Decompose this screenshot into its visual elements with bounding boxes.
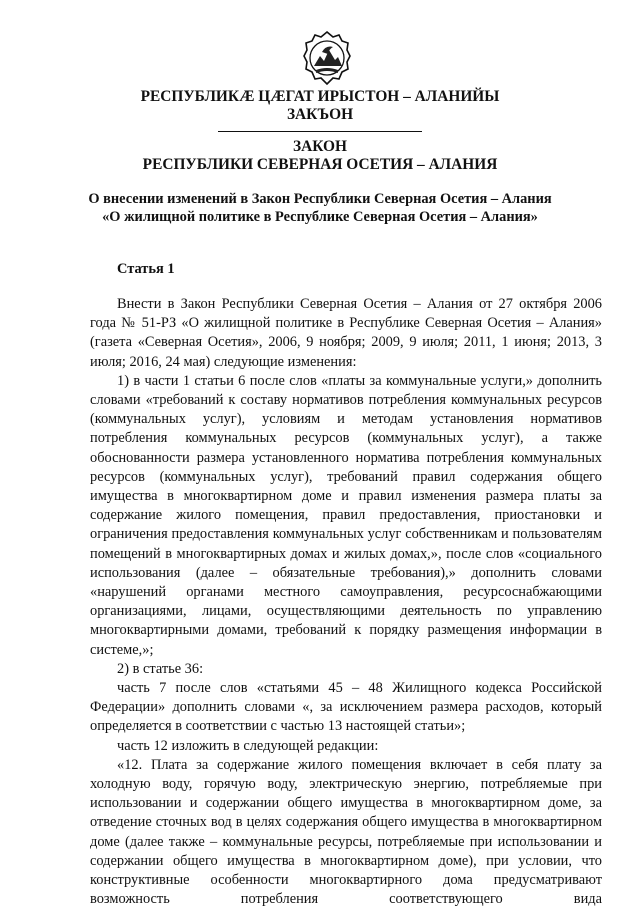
article-body xyxy=(90,295,602,910)
article-part-12: «12. Плата за содержание жилого помещения включает в себя плату за холодную воду, горячую воду, электрическую энергию, потребляемые при использовании и содержании общего имущества в многоквартирном доме, за отведение сточных вод в целях содержания общего имущества в многоквартирном доме (далее также – коммунальные ресурсы, потребляемые при использовании и содержании общего имущества в многоквартирном доме), при условии, что конструктивные особенности многоквартирного дома предусматривают возможность потребления соответствующего вида xyxy=(90,756,602,908)
article-part-12-lead: часть 12 изложить в следующей редакции: xyxy=(117,737,379,754)
article-item-1: 1) в части 1 статьи 6 после слов «платы за коммунальные услуги,» дополнить словами «требований к составу нормативов потребления коммунальных ресурсов (коммунальных услуг), условиям и методам установления нормативов потребления коммунальных ресурсов (коммунальных услуг), а также обоснованности размера установленного норматива потребления коммунальных ресурсов (коммунальных услуг), требований правил содержания общего имущества в многоквартирном доме и правил изменения размера платы за содержание жилого помещения, правил предоставления, приостановки и ограничения предоставления коммунальных услуг собственникам и пользователям помещений в многоквартирных домах и жилых домах,», после слов «социального использования (далее – обязательные требования),» дополнить словами «нарушений органами местного самоуправления, ресурсоснабжающими организациями, лицами, осуществляющими деятельность по управлению многоквартирными домами, требований к порядку размещения информации в системе,»; xyxy=(90,372,602,658)
law-title-line-2: «О жилищной политике в Республике Северная Осетия – Алания» xyxy=(102,209,538,225)
header-law: ЗАКОН xyxy=(293,138,347,155)
header-ossetian-republic: РЕСПУБЛИКӔ ЦӔГАТ ИРЫСТОН – АЛАНИЙЫ xyxy=(140,88,500,105)
article-intro: Внести в Закон Республики Северная Осетия – Алания от 27 октября 2006 года № 51-РЗ «О жилищной политике в Республике Северная Осетия – Алания» (газета «Северная Осетия», 2006, 9 ноября; 2009, 9 июля; 2011, 1 июня; 2013, 3 июля; 2016, 24 мая) следующие изменения: xyxy=(90,296,602,370)
header-russian-republic: РЕСПУБЛИКИ СЕВЕРНАЯ ОСЕТИЯ – АЛАНИЯ xyxy=(142,156,498,173)
header-divider xyxy=(218,131,422,132)
article-heading: Статья 1 xyxy=(117,261,175,277)
header-ossetian-law: ЗАКЪОН xyxy=(286,106,354,123)
coat-of-arms-icon xyxy=(302,30,352,86)
article-item-2: 2) в статье 36: xyxy=(117,660,204,677)
law-title-line-1: О внесении изменений в Закон Республики Северная Осетия – Алания xyxy=(88,191,552,207)
article-part-7: часть 7 после слов «статьями 45 – 48 Жилищного кодекса Российской Федерации» дополнить словами «, за исключением размера расходов, который определяется в соответствии с частью 13 настоящей статьи»; xyxy=(90,680,602,735)
